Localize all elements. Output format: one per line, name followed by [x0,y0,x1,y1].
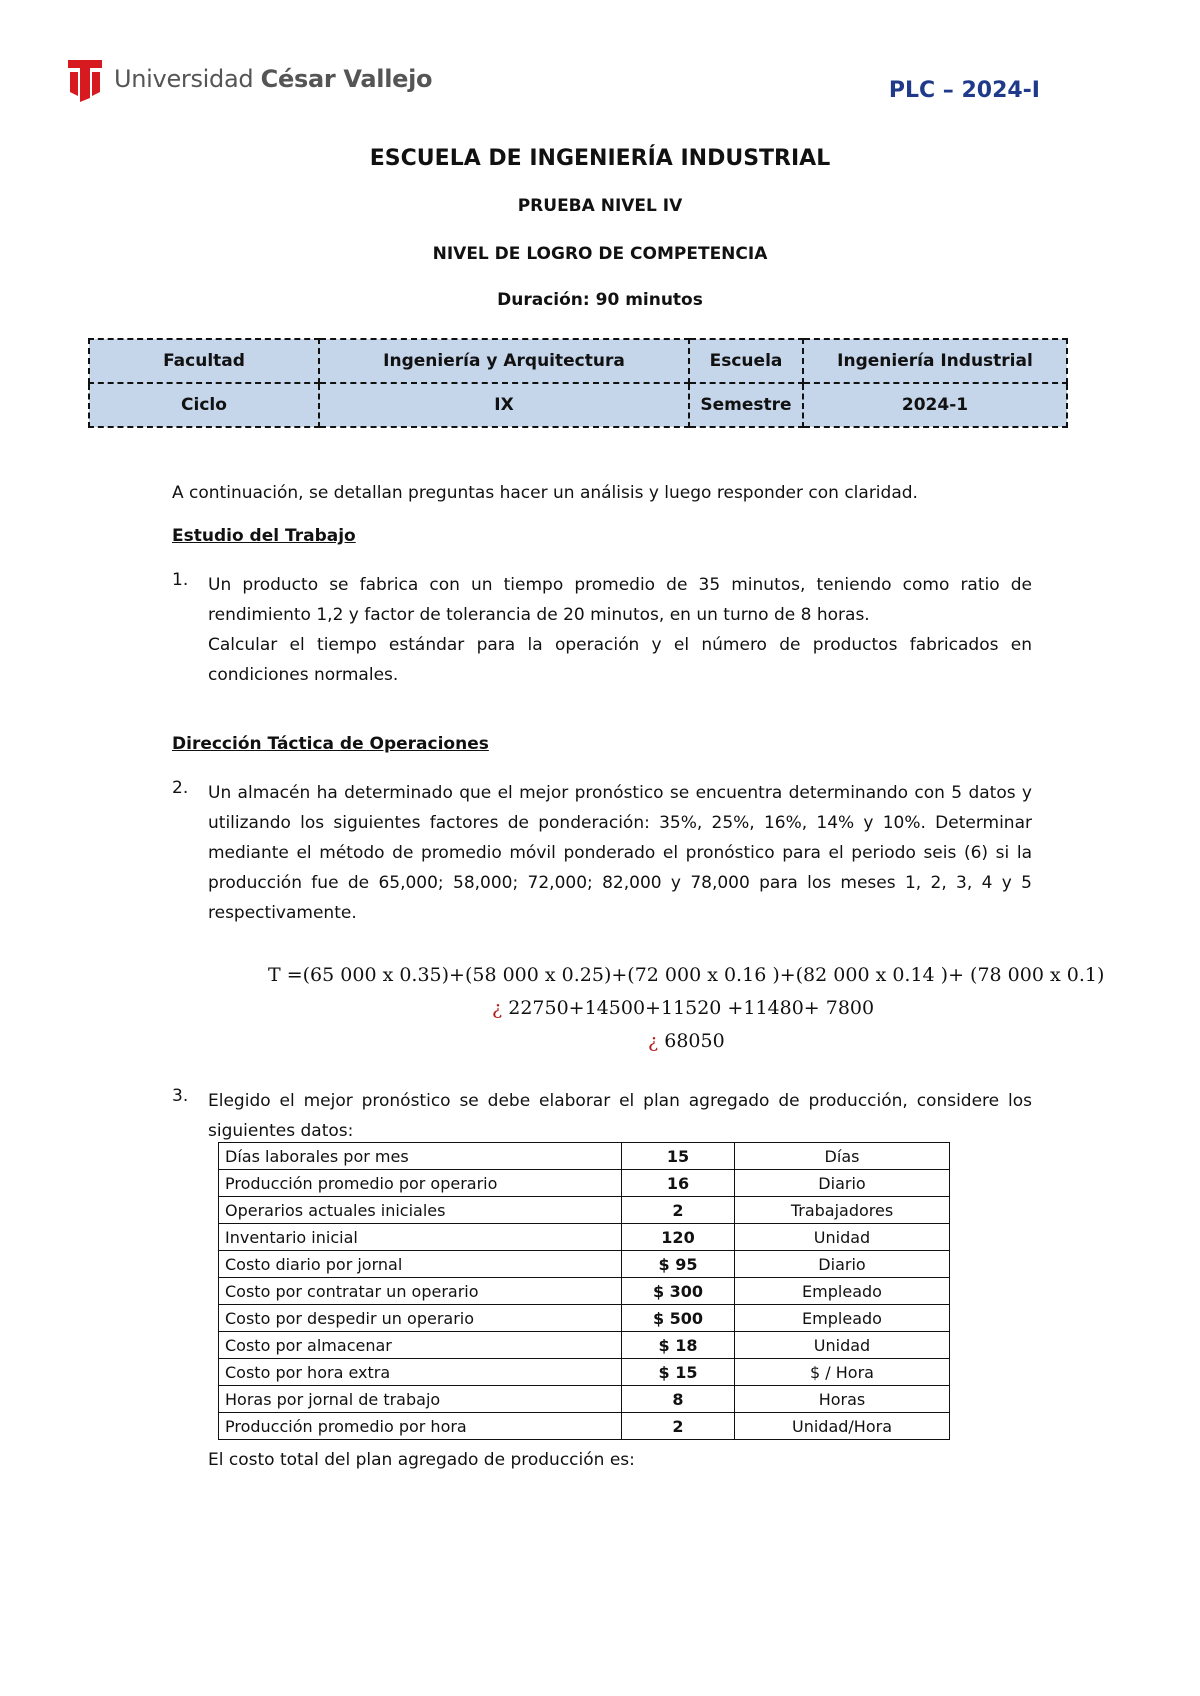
table-cell: Horas por jornal de trabajo [219,1386,622,1413]
table-row [219,1359,950,1386]
question-number: 3. [172,1086,189,1106]
table-cell: Operarios actuales iniciales [219,1197,622,1224]
level-title: NIVEL DE LOGRO DE COMPETENCIA [432,244,768,264]
table-cell: Diario [735,1251,950,1278]
formula-line: ¿ 22750+14500+11520 +11480+ 7800 [492,997,875,1019]
table-row [219,1197,950,1224]
section-heading: Dirección Táctica de Operaciones [172,734,489,754]
closing-text: El costo total del plan agregado de producción es: [208,1450,635,1470]
table-cell: 2 [622,1197,735,1224]
table-cell: 2 [622,1413,735,1440]
table-row [219,1305,950,1332]
table-cell: $ / Hora [735,1359,950,1386]
formula-mark: ¿ [492,997,503,1019]
table-cell: Producción promedio por operario [219,1170,622,1197]
info-cell: Ingeniería y Arquitectura [319,339,689,383]
table-row [219,1386,950,1413]
table-cell: 8 [622,1386,735,1413]
info-cell: Ciclo [89,383,319,427]
info-cell: Escuela [689,339,803,383]
university-logo [66,56,432,102]
formula-line: T =(65 000 x 0.35)+(58 000 x 0.25)+(72 000 x 0.16 )+(82 000 x 0.14 )+ (78 000 x 0.1) [268,964,1105,986]
question-text: Un almacén ha determinado que el mejor pronóstico se encuentra determinando con 5 datos y utilizando los siguientes factores de ponderación: 35%, 25%, 16%, 14% y 10%. Determinar mediante el método de promedio móvil ponderado el pronóstico para el periodo seis (6) si la producción fue de 65,000; 58,000; 72,000; 82,000 y 78,000 para los meses 1, 2, 3, 4 y 5 respectivamente. [208,783,1032,923]
production-data-table [218,1142,950,1440]
table-cell: Costo por almacenar [219,1332,622,1359]
table-cell: $ 95 [622,1251,735,1278]
table-cell: Costo por hora extra [219,1359,622,1386]
question-number: 2. [172,778,189,798]
section-heading: Estudio del Trabajo [172,526,356,546]
university-logo-icon [66,56,104,102]
table-cell: Costo por despedir un operario [219,1305,622,1332]
table-cell: Horas [735,1386,950,1413]
table-cell: Producción promedio por hora [219,1413,622,1440]
table-cell: Unidad [735,1332,950,1359]
table-cell: $ 300 [622,1278,735,1305]
table-row [219,1251,950,1278]
info-cell: Ingeniería Industrial [803,339,1067,383]
table-row [219,1143,950,1170]
formula-line: ¿ 68050 [648,1030,725,1052]
info-cell: IX [319,383,689,427]
table-cell: 16 [622,1170,735,1197]
table-row [219,1413,950,1440]
info-cell: Semestre [689,383,803,427]
info-cell: 2024-1 [803,383,1067,427]
table-cell: Empleado [735,1305,950,1332]
school-title: ESCUELA DE INGENIERÍA INDUSTRIAL [369,146,831,171]
duration-title: Duración: 90 minutos [497,290,703,310]
question-text [208,570,1032,690]
table-row [219,1278,950,1305]
question-number: 1. [172,570,189,590]
table-cell: $ 500 [622,1305,735,1332]
question-paragraph: Calcular el tiempo estándar para la operación y el número de productos fabricados en condiciones normales. [208,635,1032,685]
table-cell: Trabajadores [735,1197,950,1224]
intro-text: A continuación, se detallan preguntas hacer un análisis y luego responder con claridad. [172,483,918,503]
question-text: Elegido el mejor pronóstico se debe elaborar el plan agregado de producción, considere los siguientes datos: [208,1091,1032,1141]
table-row [219,1170,950,1197]
table-cell: Costo diario por jornal [219,1251,622,1278]
info-cell: Facultad [89,339,319,383]
table-row [219,1224,950,1251]
test-title: PRUEBA NIVEL IV [517,196,683,216]
table-cell: $ 15 [622,1359,735,1386]
info-row [89,383,1067,427]
formula-mark: ¿ [648,1030,659,1052]
table-cell: Días laborales por mes [219,1143,622,1170]
table-cell: Costo por contratar un operario [219,1278,622,1305]
table-cell: 120 [622,1224,735,1251]
table-cell: $ 18 [622,1332,735,1359]
table-cell: Inventario inicial [219,1224,622,1251]
table-cell: Unidad/Hora [735,1413,950,1440]
university-name: Universidad César Vallejo [114,65,433,93]
info-row [89,339,1067,383]
table-cell: Unidad [735,1224,950,1251]
course-code: PLC – 2024-I [888,78,1040,103]
table-cell: Días [735,1143,950,1170]
course-info-table [88,338,1068,428]
table-row [219,1332,950,1359]
table-cell: Diario [735,1170,950,1197]
table-cell: 15 [622,1143,735,1170]
table-cell: Empleado [735,1278,950,1305]
question-paragraph: Un producto se fabrica con un tiempo promedio de 35 minutos, teniendo como ratio de rendimiento 1,2 y factor de tolerancia de 20 minutos, en un turno de 8 horas. [208,575,1032,625]
